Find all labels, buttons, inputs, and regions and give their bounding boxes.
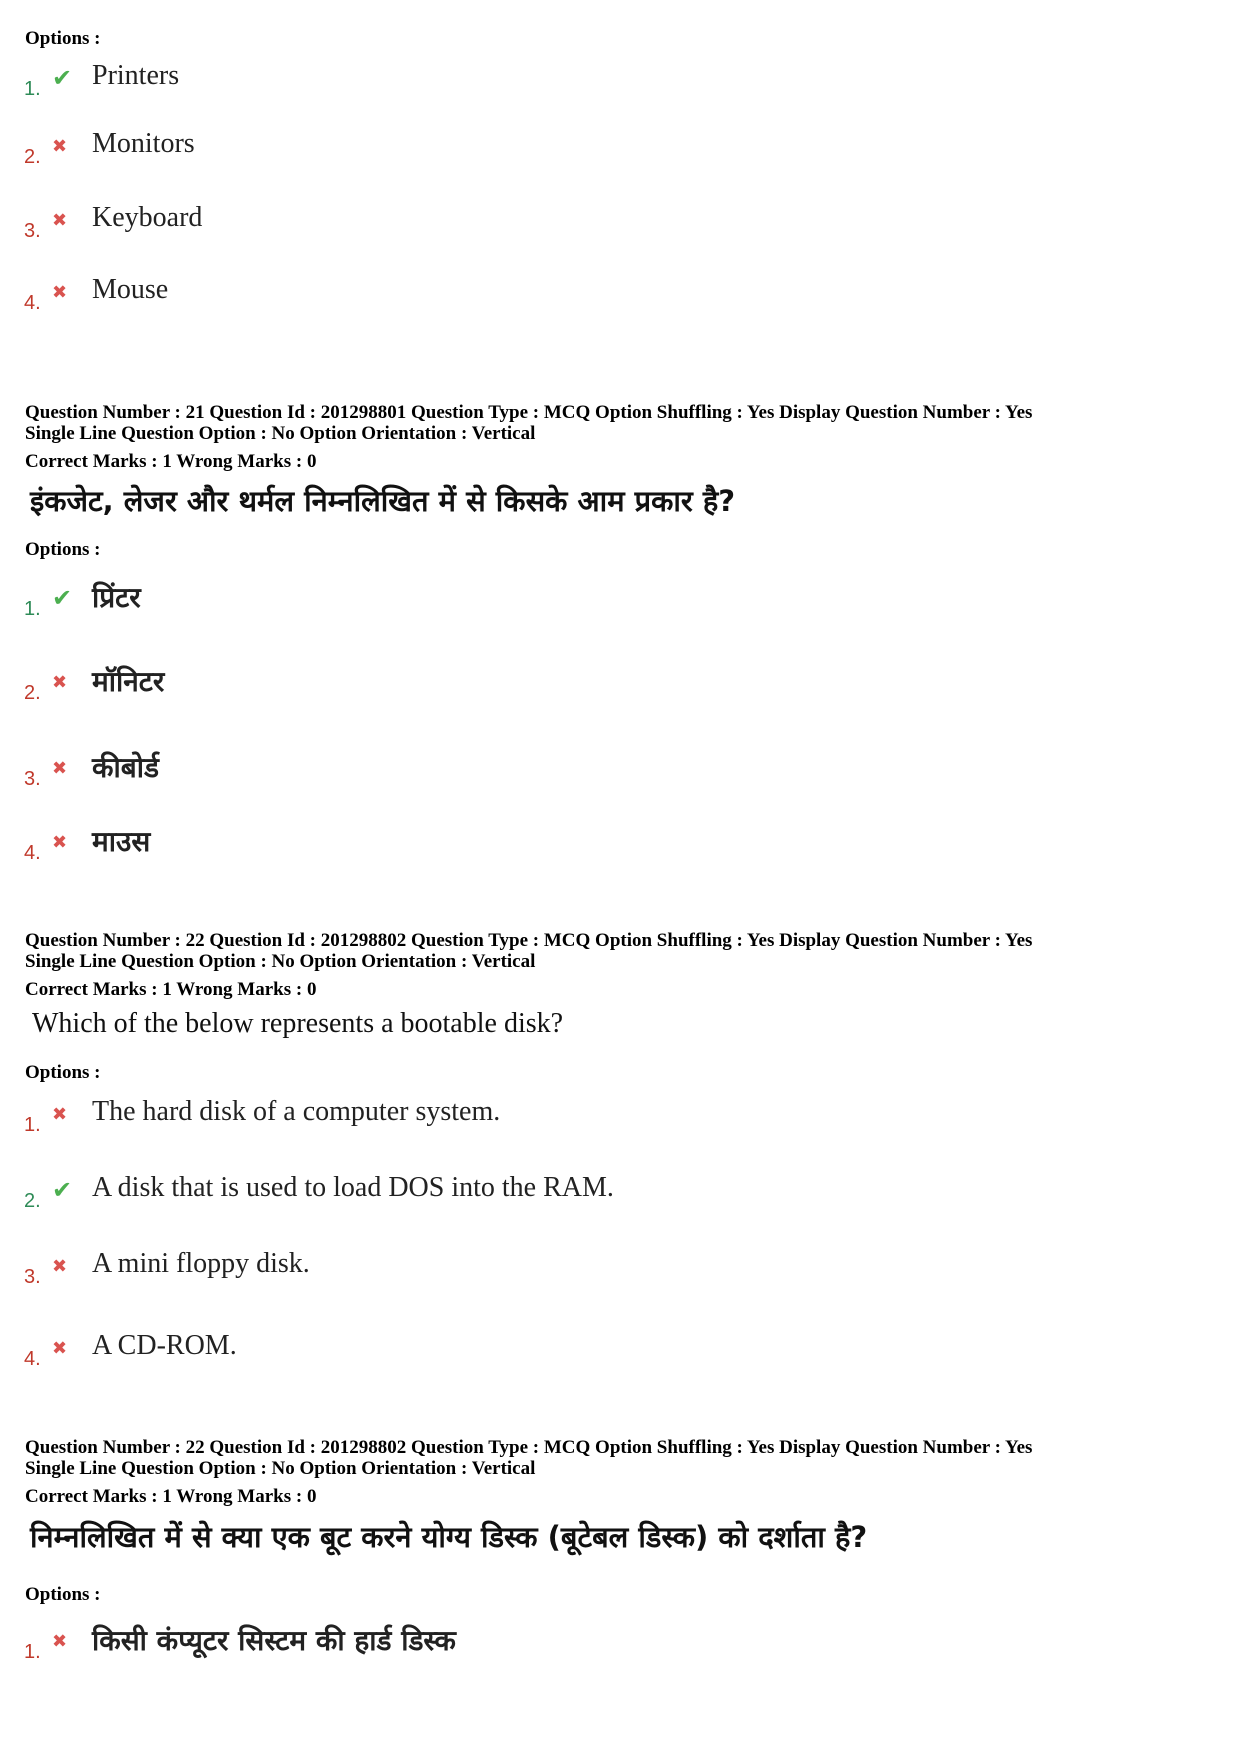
option-text: The hard disk of a computer system.	[92, 1096, 501, 1127]
option-number: 3.	[24, 1266, 41, 1288]
cross-icon: ✖	[52, 832, 68, 853]
option-text: मॉनिटर	[92, 665, 165, 698]
option-number: 1.	[24, 78, 41, 100]
question-text: इंकजेट, लेजर और थर्मल निम्नलिखित में से किसके आम प्रकार है?	[30, 484, 736, 518]
option-number: 1.	[24, 598, 41, 620]
option-number: 4.	[24, 842, 41, 864]
option-number: 1.	[24, 1641, 41, 1663]
question-meta-line-2: Single Line Question Option : No Option Orientation : Vertical	[25, 951, 536, 972]
option-text: A CD-ROM.	[92, 1330, 237, 1361]
option-2	[0, 1172, 800, 1216]
option-number: 3.	[24, 220, 41, 242]
cross-icon: ✖	[52, 210, 68, 231]
option-1	[0, 581, 800, 624]
question-meta-line-2: Single Line Question Option : No Option Orientation : Vertical	[25, 423, 536, 444]
question-marks: Correct Marks : 1 Wrong Marks : 0	[25, 979, 317, 1000]
option-number: 2.	[24, 146, 41, 168]
option-text: प्रिंटर	[92, 581, 141, 614]
cross-icon: ✖	[52, 1104, 68, 1125]
option-2	[0, 128, 800, 172]
option-1	[0, 1096, 800, 1140]
check-icon: ✔	[52, 1176, 73, 1204]
option-1	[0, 60, 800, 104]
cross-icon: ✖	[52, 136, 68, 157]
options-label: Options :	[25, 28, 101, 49]
check-icon: ✔	[52, 64, 73, 92]
question-meta-line-1: Question Number : 22 Question Id : 201298802 Question Type : MCQ Option Shuffling : Yes Display Question Number : Yes	[25, 930, 1033, 951]
option-number: 3.	[24, 768, 41, 790]
option-3	[0, 751, 800, 794]
option-number: 2.	[24, 1190, 41, 1212]
cross-icon: ✖	[52, 282, 68, 303]
cross-icon: ✖	[52, 1338, 68, 1359]
question-marks: Correct Marks : 1 Wrong Marks : 0	[25, 1486, 317, 1507]
option-4	[0, 1330, 800, 1374]
option-4	[0, 825, 800, 868]
option-2	[0, 665, 800, 708]
options-label: Options :	[25, 539, 101, 560]
option-text: Mouse	[92, 274, 169, 305]
question-meta-line-1: Question Number : 22 Question Id : 201298802 Question Type : MCQ Option Shuffling : Yes Display Question Number : Yes	[25, 1437, 1033, 1458]
question-meta-line-2: Single Line Question Option : No Option Orientation : Vertical	[25, 1458, 536, 1479]
cross-icon: ✖	[52, 1631, 68, 1652]
check-icon: ✔	[52, 584, 73, 612]
option-text: Keyboard	[92, 202, 203, 233]
question-text: निम्नलिखित में से क्या एक बूट करने योग्य डिस्क (बूटेबल डिस्क) को दर्शाता है?	[30, 1520, 868, 1554]
option-3	[0, 1248, 800, 1292]
option-text: Printers	[92, 60, 180, 91]
question-text: Which of the below represents a bootable disk?	[32, 1008, 564, 1039]
option-4	[0, 274, 800, 318]
options-label: Options :	[25, 1062, 101, 1083]
option-text: Monitors	[92, 128, 195, 159]
option-number: 4.	[24, 292, 41, 314]
option-text: A disk that is used to load DOS into the RAM.	[92, 1172, 614, 1203]
option-text: माउस	[92, 825, 151, 858]
question-meta-line-1: Question Number : 21 Question Id : 201298801 Question Type : MCQ Option Shuffling : Yes Display Question Number : Yes	[25, 402, 1033, 423]
cross-icon: ✖	[52, 1256, 68, 1277]
question-marks: Correct Marks : 1 Wrong Marks : 0	[25, 451, 317, 472]
option-number: 4.	[24, 1348, 41, 1370]
option-text: किसी कंप्यूटर सिस्टम की हार्ड डिस्क	[92, 1624, 456, 1657]
option-text: A mini floppy disk.	[92, 1248, 310, 1279]
option-1	[0, 1624, 800, 1667]
option-number: 1.	[24, 1114, 41, 1136]
options-label: Options :	[25, 1584, 101, 1605]
option-3	[0, 202, 800, 246]
cross-icon: ✖	[52, 672, 68, 693]
option-text: कीबोर्ड	[92, 751, 159, 784]
cross-icon: ✖	[52, 758, 68, 779]
option-number: 2.	[24, 682, 41, 704]
